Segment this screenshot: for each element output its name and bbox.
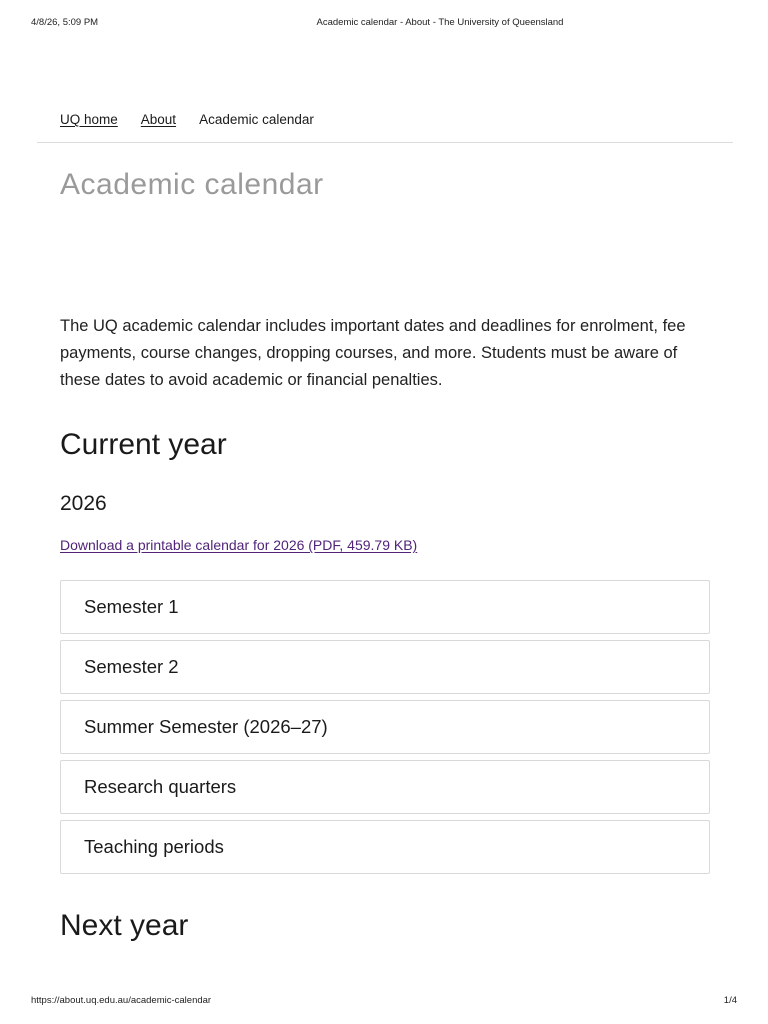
accordion-item-label: Summer Semester (2026–27) bbox=[84, 716, 328, 737]
accordion-item-summer-semester[interactable] bbox=[60, 700, 710, 754]
breadcrumb bbox=[60, 112, 337, 127]
print-header bbox=[0, 17, 768, 31]
breadcrumb-current: Academic calendar bbox=[199, 112, 314, 127]
semester-accordion bbox=[60, 580, 710, 880]
print-footer bbox=[0, 995, 768, 1009]
accordion-item-label: Semester 2 bbox=[84, 656, 179, 677]
download-calendar-link[interactable]: Download a printable calendar for 2026 (PDF, 459.79 KB) bbox=[60, 537, 418, 553]
accordion-item-semester-1[interactable] bbox=[60, 580, 710, 634]
accordion-item-teaching-periods[interactable] bbox=[60, 820, 710, 874]
accordion-item-semester-2[interactable] bbox=[60, 640, 710, 694]
print-url: https://about.uq.edu.au/academic-calendar bbox=[31, 995, 212, 1006]
accordion-item-research-quarters[interactable] bbox=[60, 760, 710, 814]
header-divider bbox=[37, 142, 733, 143]
print-page-number: 1/4 bbox=[723, 995, 737, 1006]
next-year-heading: Next year bbox=[60, 909, 189, 942]
breadcrumb-about[interactable]: About bbox=[140, 112, 177, 127]
year-heading: 2026 bbox=[60, 492, 107, 515]
print-page-title: Academic calendar - About - The University of Queensland bbox=[316, 17, 564, 28]
accordion-item-label: Semester 1 bbox=[84, 596, 179, 617]
accordion-item-label: Teaching periods bbox=[84, 836, 224, 857]
page-title: Academic calendar bbox=[60, 168, 324, 201]
intro-paragraph: The UQ academic calendar includes important dates and deadlines for enrolment, fee payments, course changes, dropping courses, and more. Students must be aware of these dates to avoid academic or financial penalties. bbox=[60, 317, 686, 389]
current-year-heading: Current year bbox=[60, 428, 227, 461]
breadcrumb-uq-home[interactable]: UQ home bbox=[60, 112, 118, 127]
accordion-item-label: Research quarters bbox=[84, 776, 237, 797]
print-datetime: 4/8/26, 5:09 PM bbox=[31, 17, 99, 28]
